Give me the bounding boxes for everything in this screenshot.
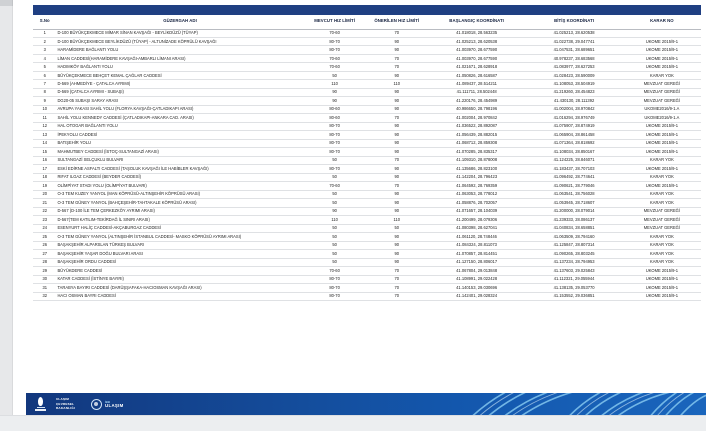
cell-end-coord: 41.138135, 29.053770	[525, 284, 622, 292]
cell-suggested-limit: 90	[366, 71, 428, 79]
cell-suggested-limit: 50	[366, 224, 428, 232]
cell-start-coord: 41.200499, 28.079306	[428, 216, 525, 224]
cell-decision-no: UKOME 2015/9-1	[623, 46, 701, 54]
cell-end-coord: 41.137234, 28.794953	[525, 258, 622, 266]
cell-end-coord: 41.153552, 29.036851	[525, 292, 622, 300]
table-row	[33, 139, 701, 147]
cell-decision-no: MEVZUAT GEREĞİ	[623, 97, 701, 105]
cell-decision-no: UKOME 2015/9-1	[623, 284, 701, 292]
table-row	[33, 199, 701, 207]
table-header-row	[33, 15, 701, 29]
cell-end-coord: 41.071364, 28.818692	[525, 139, 622, 147]
cell-no: 24	[33, 224, 56, 232]
cell-decision-no: UKOME 2015/9-1	[623, 37, 701, 45]
table-row	[33, 97, 701, 105]
cell-route-name: HADIMKÖY BAĞLANTI YOLU	[56, 63, 303, 71]
bottom-strip	[0, 415, 706, 431]
cell-end-coord: 40.978237, 28.683568	[525, 54, 622, 62]
cell-decision-no: UKOME2016/9-1.A	[623, 114, 701, 122]
cell-route-name: ESENYURT HALİÇ CADDESİ-AKÇABURGAZ CADDESİ	[56, 224, 303, 232]
footer-bar	[26, 393, 706, 416]
cell-route-name: BAŞAKŞEHİR YAŞAR DOĞU BULVARI ARASI	[56, 250, 303, 258]
cell-no: 10	[33, 105, 56, 113]
cell-route-name: HAL OTOGAR BAĞLANTI YOLU	[56, 122, 303, 130]
cell-suggested-limit: 90	[366, 37, 428, 45]
table-row	[33, 241, 701, 249]
cell-decision-no: KARAR YOK	[623, 233, 701, 241]
cell-end-coord: 41.112321, 29.055944	[525, 275, 622, 283]
cell-current-limit: 80-70	[304, 46, 366, 54]
cell-start-coord: 41.002004, 28.970842	[428, 114, 525, 122]
cell-current-limit: 80-70	[304, 165, 366, 173]
cell-end-coord: 41.065904, 28.861458	[525, 131, 622, 139]
cell-suggested-limit: 90	[366, 199, 428, 207]
cell-no: 17	[33, 165, 56, 173]
cell-route-name: DG20-05 SUBAŞI SARAY ARASI	[56, 97, 303, 105]
cell-current-limit: 90	[304, 88, 366, 96]
cell-suggested-limit: 70	[366, 292, 428, 300]
cell-current-limit: 50	[304, 241, 366, 249]
cell-route-name: O-3 TEM KUZEY YANYOL (MAN KÖPRÜSÜ-ALTINŞEHİR KÖPRÜSÜ ARASI)	[56, 190, 303, 198]
cell-no: 22	[33, 207, 56, 215]
cell-start-coord: 41.111711, 28.502448	[428, 88, 525, 96]
cell-no: 13	[33, 131, 56, 139]
table-row	[33, 71, 701, 79]
cell-current-limit: 50	[304, 258, 366, 266]
cell-no: 20	[33, 190, 56, 198]
cell-start-coord: 41.067804, 29.013848	[428, 267, 525, 275]
cell-start-coord: 41.084324, 28.811073	[428, 241, 525, 249]
cell-current-limit: 80-70	[304, 131, 366, 139]
cell-no: 18	[33, 173, 56, 181]
cell-suggested-limit: 70	[366, 275, 428, 283]
table-row	[33, 148, 701, 156]
cell-suggested-limit: 90	[366, 88, 428, 96]
cell-decision-no: UKOME 2015/9-1	[623, 148, 701, 156]
cell-start-coord: 41.056439, 28.882015	[428, 131, 525, 139]
cell-decision-no: UKOME 2015/9-1	[623, 122, 701, 130]
cell-end-coord: 41.083977, 28.627253	[525, 63, 622, 71]
cell-current-limit: 70-60	[304, 29, 366, 37]
ministry-line-1: ULAŞIM	[56, 397, 70, 402]
cell-route-name: O-3 TEM GÜNEY YANYOL (BAHÇEŞEHİR-TAHTAKALE KÖPRÜSÜ ARASI)	[56, 199, 303, 207]
cell-route-name: BÜYÜKDERE CADDESİ	[56, 267, 303, 275]
cell-no: 31	[33, 284, 56, 292]
cell-decision-no: UKOME2016/9-1.A	[623, 105, 701, 113]
footer-content	[26, 393, 706, 416]
cell-end-coord: 41.125847, 28.807314	[525, 241, 622, 249]
table-body	[33, 29, 701, 301]
cell-decision-no: KARAR YOK	[623, 250, 701, 258]
cell-suggested-limit: 90	[366, 165, 428, 173]
cell-suggested-limit: 110	[366, 216, 428, 224]
cell-start-coord: 41.108991, 29.022428	[428, 275, 525, 283]
cell-end-coord: 41.090265, 28.803245	[525, 250, 622, 258]
cell-route-name: LİMAN CADDESİ(HARAMİDERE KAVŞAĞI-AMBARLI LİMANI ARASI)	[56, 54, 303, 62]
cell-route-name: D-100 BÜYÜKÇEKMECE MİMAR SİNAN KAVŞAĞI - BEYLİKDÜZÜ (TÜYAP)	[56, 29, 303, 37]
ibb-wordmark	[105, 401, 124, 409]
cell-start-coord: 40.986650, 28.798196	[428, 105, 525, 113]
table-row	[33, 114, 701, 122]
table-row	[33, 54, 701, 62]
cell-start-coord: 41.109310, 28.878008	[428, 156, 525, 164]
cell-suggested-limit: 90	[366, 131, 428, 139]
cell-no: 4	[33, 54, 56, 62]
cell-end-coord: 41.137603, 29.025843	[525, 267, 622, 275]
cell-start-coord: 41.135686, 28.823100	[428, 165, 525, 173]
cell-current-limit: 50	[304, 199, 366, 207]
cell-no: 11	[33, 114, 56, 122]
cell-suggested-limit: 90	[366, 122, 428, 130]
table-row	[33, 131, 701, 139]
cell-decision-no: KARAR YOK	[623, 71, 701, 79]
cell-current-limit: 70-60	[304, 267, 366, 275]
cell-suggested-limit: 70	[366, 29, 428, 37]
cell-current-limit: 70-60	[304, 182, 366, 190]
ministry-wordmark	[56, 398, 75, 411]
cell-suggested-limit: 90	[366, 241, 428, 249]
cell-end-coord: 41.096492, 28.774641	[525, 173, 622, 181]
table-row	[33, 267, 701, 275]
cell-end-coord: 41.200000, 28.079014	[525, 207, 622, 215]
cell-route-name: MAHMUTBEY CADDESİ (İSTOÇ-SULTANGAZİ ARASI)	[56, 148, 303, 156]
cell-suggested-limit: 90	[366, 173, 428, 181]
cell-current-limit: 50	[304, 173, 366, 181]
table-row	[33, 216, 701, 224]
cell-current-limit: 80-70	[304, 284, 366, 292]
cell-start-coord: 41.070857, 28.814451	[428, 250, 525, 258]
table-row	[33, 207, 701, 215]
cell-current-limit: 50	[304, 250, 366, 258]
cell-end-coord: 41.090621, 28.779046	[525, 182, 622, 190]
table-row	[33, 37, 701, 45]
cell-current-limit: 50	[304, 71, 366, 79]
cell-end-coord: 41.183437, 28.707103	[525, 165, 622, 173]
cell-suggested-limit: 90	[366, 148, 428, 156]
cell-end-coord: 41.047531, 28.689651	[525, 46, 622, 54]
cell-start-coord: 41.036522, 28.892087	[428, 122, 525, 130]
cell-end-coord: 41.053945, 28.718607	[525, 199, 622, 207]
cell-current-limit: 90	[304, 97, 366, 105]
cell-current-limit: 80-70	[304, 275, 366, 283]
cell-decision-no: MEVZUAT GEREĞİ	[623, 80, 701, 88]
cell-suggested-limit: 90	[366, 233, 428, 241]
table-row	[33, 63, 701, 71]
cell-route-name: İPEKYOLU CADDESİ	[56, 131, 303, 139]
table-row	[33, 292, 701, 300]
cell-route-name: RIFAT ILGAZ CADDESİ (BEYDER CADDESİ)	[56, 173, 303, 181]
cell-suggested-limit: 90	[366, 250, 428, 258]
ibb-mark-icon	[91, 399, 102, 410]
cell-no: 3	[33, 46, 56, 54]
cell-start-coord: 41.140153, 29.030696	[428, 284, 525, 292]
table-row	[33, 29, 701, 37]
column-header-suggested-limit: ÖNERİLEN HIZ LİMİTİ	[366, 15, 428, 29]
cell-no: 5	[33, 63, 56, 71]
table-row	[33, 258, 701, 266]
cell-suggested-limit: 70	[366, 182, 428, 190]
cell-current-limit: 50	[304, 190, 366, 198]
cell-current-limit: 50	[304, 233, 366, 241]
cell-start-coord: 41.220176, 28.454989	[428, 97, 525, 105]
table-row	[33, 88, 701, 96]
cell-route-name: HACI OSMAN BAYRI CADDESİ	[56, 292, 303, 300]
cell-no: 9	[33, 97, 56, 105]
cell-suggested-limit: 70	[366, 63, 428, 71]
speed-limit-table	[33, 15, 701, 301]
cell-decision-no	[623, 29, 701, 37]
table-row	[33, 80, 701, 88]
cell-end-coord: 41.108034, 28.850167	[525, 148, 622, 156]
cell-decision-no: MEVZUAT GEREĞİ	[623, 207, 701, 215]
cell-decision-no: MEVZUAT GEREĞİ	[623, 88, 701, 96]
cell-decision-no: MEVZUAT GEREĞİ	[623, 224, 701, 232]
cell-decision-no: UKOME 2015/9-1	[623, 54, 701, 62]
cell-start-coord: 41.058876, 28.702057	[428, 199, 525, 207]
cell-current-limit: 70-60	[304, 54, 366, 62]
cell-end-coord: 41.239333, 28.086137	[525, 216, 622, 224]
cell-route-name: ESKİ EDİRNE ASFALTI CADDESİ (TAŞOLUK KAVŞAĞI İLE HABİBLER KAVŞAĞI)	[56, 165, 303, 173]
column-header-end-coord: BİTİŞ KOORDİNATI	[525, 15, 622, 29]
ibb-logo	[91, 399, 124, 410]
table-row	[33, 156, 701, 164]
cell-decision-no: KARAR YOK	[623, 190, 701, 198]
cell-current-limit: 80-70	[304, 148, 366, 156]
cell-start-coord: 41.080398, 28.627041	[428, 224, 525, 232]
cell-current-limit: 80-70	[304, 292, 366, 300]
cell-route-name: BAŞAKŞEHİR ORDU CADDESİ	[56, 258, 303, 266]
cell-suggested-limit: 70	[366, 114, 428, 122]
cell-no: 15	[33, 148, 56, 156]
cell-current-limit: 110	[304, 216, 366, 224]
cell-no: 7	[33, 80, 56, 88]
cell-start-coord: 41.064592, 28.769359	[428, 182, 525, 190]
cell-start-coord: 41.018018, 28.563235	[428, 29, 525, 37]
cell-no: 29	[33, 267, 56, 275]
cell-start-coord: 41.021671, 28.628918	[428, 63, 525, 71]
column-header-current-limit: MEVCUT HIZ LİMİTİ	[304, 15, 366, 29]
top-ribbon	[33, 5, 701, 15]
cell-end-coord: 41.040834, 28.658851	[525, 224, 622, 232]
cell-no: 1	[33, 29, 56, 37]
table-row	[33, 190, 701, 198]
cell-start-coord: 41.127150, 28.806017	[428, 258, 525, 266]
table-row	[33, 233, 701, 241]
cell-start-coord: 41.050826, 28.616587	[428, 71, 525, 79]
cell-current-limit: 80-70	[304, 139, 366, 147]
cell-route-name: SAHİL YOLU KENNEDY CADDESİ (ÇATLADIKAPI-ANKARA CAD. ARASI)	[56, 114, 303, 122]
cell-route-name: D-100 BÜYÜKÇEKMECE BEYLİKDÜZÜ (TÜYAP) - ALTUNİZADE KÖPRÜLÜ KAVŞAĞI	[56, 37, 303, 45]
cell-end-coord: 41.124225, 28.846071	[525, 156, 622, 164]
cell-current-limit: 80-60	[304, 114, 366, 122]
cell-start-coord: 41.003970, 28.677590	[428, 46, 525, 54]
cell-decision-no: MEVZUAT GEREĞİ	[623, 216, 701, 224]
cell-no: 32	[33, 292, 56, 300]
cell-no: 19	[33, 182, 56, 190]
cell-route-name: D-567(TEM KATILIM-TEKİRDAĞ İL SINIRI ARASI)	[56, 216, 303, 224]
cell-start-coord: 41.003970, 28.677590	[428, 54, 525, 62]
cell-current-limit: 80-70	[304, 37, 366, 45]
cell-route-name: BÜYÜKÇEKMECE BEHÇET KEMAL ÇAĞLAR CADDESİ	[56, 71, 303, 79]
cell-decision-no: UKOME 2015/9-1	[623, 131, 701, 139]
cell-suggested-limit: 70	[366, 156, 428, 164]
cell-no: 23	[33, 216, 56, 224]
cell-start-coord: 41.142204, 28.796423	[428, 173, 525, 181]
cell-current-limit: 50	[304, 156, 366, 164]
cell-decision-no: UKOME 2015/9-1	[623, 292, 701, 300]
cell-end-coord: 41.075907, 28.874919	[525, 122, 622, 130]
cell-decision-no: KARAR YOK	[623, 241, 701, 249]
cell-end-coord: 41.219260, 28.454823	[525, 88, 622, 96]
cell-no: 8	[33, 88, 56, 96]
table-row	[33, 250, 701, 258]
table-row	[33, 275, 701, 283]
cell-current-limit: 110	[304, 80, 366, 88]
table-row	[33, 182, 701, 190]
cell-route-name: D-569 (AHMEDİYE - ÇATALCA AYRIMI)	[56, 80, 303, 88]
cell-decision-no: UKOME 2015/9-1	[623, 165, 701, 173]
table-row	[33, 105, 701, 113]
cell-start-coord: 41.068712, 28.859308	[428, 139, 525, 147]
cell-end-coord: 41.022738, 29.047741	[525, 37, 622, 45]
cell-no: 30	[33, 275, 56, 283]
cell-decision-no: KARAR YOK	[623, 156, 701, 164]
cell-start-coord: 41.089437, 28.514211	[428, 80, 525, 88]
cell-decision-no: UKOME 2015/9-1	[623, 139, 701, 147]
cell-end-coord: 41.028423, 28.590009	[525, 71, 622, 79]
document-sheet	[13, 0, 706, 431]
cell-route-name: D-569 (ÇATALCA AYRIMI - SUBAŞI)	[56, 88, 303, 96]
cell-suggested-limit: 70	[366, 54, 428, 62]
ministry-emblem-icon	[35, 397, 46, 412]
cell-no: 28	[33, 258, 56, 266]
cell-start-coord: 41.071657, 28.104039	[428, 207, 525, 215]
column-header-no: S.No	[33, 15, 56, 29]
column-header-start-coord: BAŞLANGIÇ KOORDİNATI	[428, 15, 525, 29]
cell-route-name: HARAMİDERE BAĞLANTI YOLU	[56, 46, 303, 54]
cell-current-limit: 90	[304, 207, 366, 215]
cell-decision-no: KARAR YOK	[623, 173, 701, 181]
cell-decision-no: UKOME 2015/9-1	[623, 182, 701, 190]
cell-suggested-limit: 90	[366, 139, 428, 147]
table-row	[33, 173, 701, 181]
cell-end-coord: 41.430130, 28.111392	[525, 97, 622, 105]
cell-suggested-limit: 70	[366, 284, 428, 292]
cell-no: 6	[33, 71, 56, 79]
cell-no: 16	[33, 156, 56, 164]
ibb-line-2: ULAŞIM	[105, 402, 124, 408]
cell-decision-no: KARAR YOK	[623, 258, 701, 266]
cell-suggested-limit: 90	[366, 190, 428, 198]
cell-route-name: SULTANGAZİ SELÇUKLU BULVARI	[56, 156, 303, 164]
cell-end-coord: 41.063541, 28.756028	[525, 190, 622, 198]
cell-suggested-limit: 90	[366, 46, 428, 54]
column-header-route-name: GÜZERGAH ADI	[56, 15, 303, 29]
table-row	[33, 284, 701, 292]
cell-route-name: D-567 (D-100 İLE TEM ÇERKEZKÖY AYRIMI ARASI)	[56, 207, 303, 215]
cell-no: 27	[33, 250, 56, 258]
cell-start-coord: 41.142401, 29.028324	[428, 292, 525, 300]
cell-current-limit: 70-60	[304, 63, 366, 71]
table-row	[33, 165, 701, 173]
left-gutter	[0, 0, 13, 431]
cell-no: 26	[33, 241, 56, 249]
table-header	[33, 15, 701, 29]
cell-decision-no: UKOME 2015/9-1	[623, 63, 701, 71]
cell-end-coord: 41.063509, 28.794160	[525, 233, 622, 241]
cell-suggested-limit: 90	[366, 97, 428, 105]
cell-end-coord: 41.002004, 28.970842	[525, 105, 622, 113]
cell-suggested-limit: 70	[366, 267, 428, 275]
cell-no: 2	[33, 37, 56, 45]
gutter-strip	[0, 0, 13, 6]
cell-current-limit: 80-70	[304, 122, 366, 130]
cell-decision-no: UKOME 2015/9-1	[623, 275, 701, 283]
cell-route-name: BATIŞEHİR YOLU	[56, 139, 303, 147]
cell-start-coord: 41.070285, 28.835317	[428, 148, 525, 156]
cell-route-name: AVRUPA YAKASI SAHİL YOLU (FLORYA KAVŞAĞI-ÇATLADIKAPI ARASI)	[56, 105, 303, 113]
table-row	[33, 224, 701, 232]
cell-suggested-limit: 90	[366, 105, 428, 113]
table-row	[33, 122, 701, 130]
cell-end-coord: 41.025213, 28.620538	[525, 29, 622, 37]
cell-route-name: KATAR CADDESİ (İSTİNYE BAYIRI)	[56, 275, 303, 283]
cell-route-name: TARABYA BAYIRI CADDESİ (DARÜŞŞAFAKA-HACIOSMAN KAVŞAĞI ARASI)	[56, 284, 303, 292]
cell-suggested-limit: 90	[366, 258, 428, 266]
cell-suggested-limit: 110	[366, 80, 428, 88]
cell-current-limit: 80-60	[304, 105, 366, 113]
ibb-line-1: İBB	[105, 399, 110, 404]
cell-no: 21	[33, 199, 56, 207]
ministry-line-3: BAKANLIĞI	[56, 406, 75, 411]
cell-decision-no: KARAR YOK	[623, 199, 701, 207]
ministry-line-2: ÇEVRESEL	[56, 401, 75, 406]
column-header-decision-no: KARAR NO	[623, 15, 701, 29]
cell-no: 14	[33, 139, 56, 147]
cell-route-name: BAŞAKŞEHİR ALPARSLAN TÜRKEŞ BULVARI	[56, 241, 303, 249]
cell-current-limit: 50	[304, 224, 366, 232]
cell-start-coord: 41.025213, 28.620538	[428, 37, 525, 45]
cell-route-name: O-3 TEM GÜNEY YANYOL (ALTINŞEHİR İSTANBUL CADDESİ- MASKO KÖPRÜSÜ AYRIMI ARASI)	[56, 233, 303, 241]
cell-no: 12	[33, 122, 56, 130]
cell-route-name: OLİMPİYAT STADI YOLU (OLİMPİYAT BULVARI)	[56, 182, 303, 190]
cell-end-coord: 41.016294, 28.976749	[525, 114, 622, 122]
cell-decision-no: UKOME 2015/9-1	[623, 267, 701, 275]
cell-start-coord: 41.063053, 28.778012	[428, 190, 525, 198]
cell-no: 25	[33, 233, 56, 241]
table-row	[33, 46, 701, 54]
cell-start-coord: 41.061120, 28.748446	[428, 233, 525, 241]
cell-suggested-limit: 90	[366, 207, 428, 215]
cell-end-coord: 41.108053, 28.504919	[525, 80, 622, 88]
